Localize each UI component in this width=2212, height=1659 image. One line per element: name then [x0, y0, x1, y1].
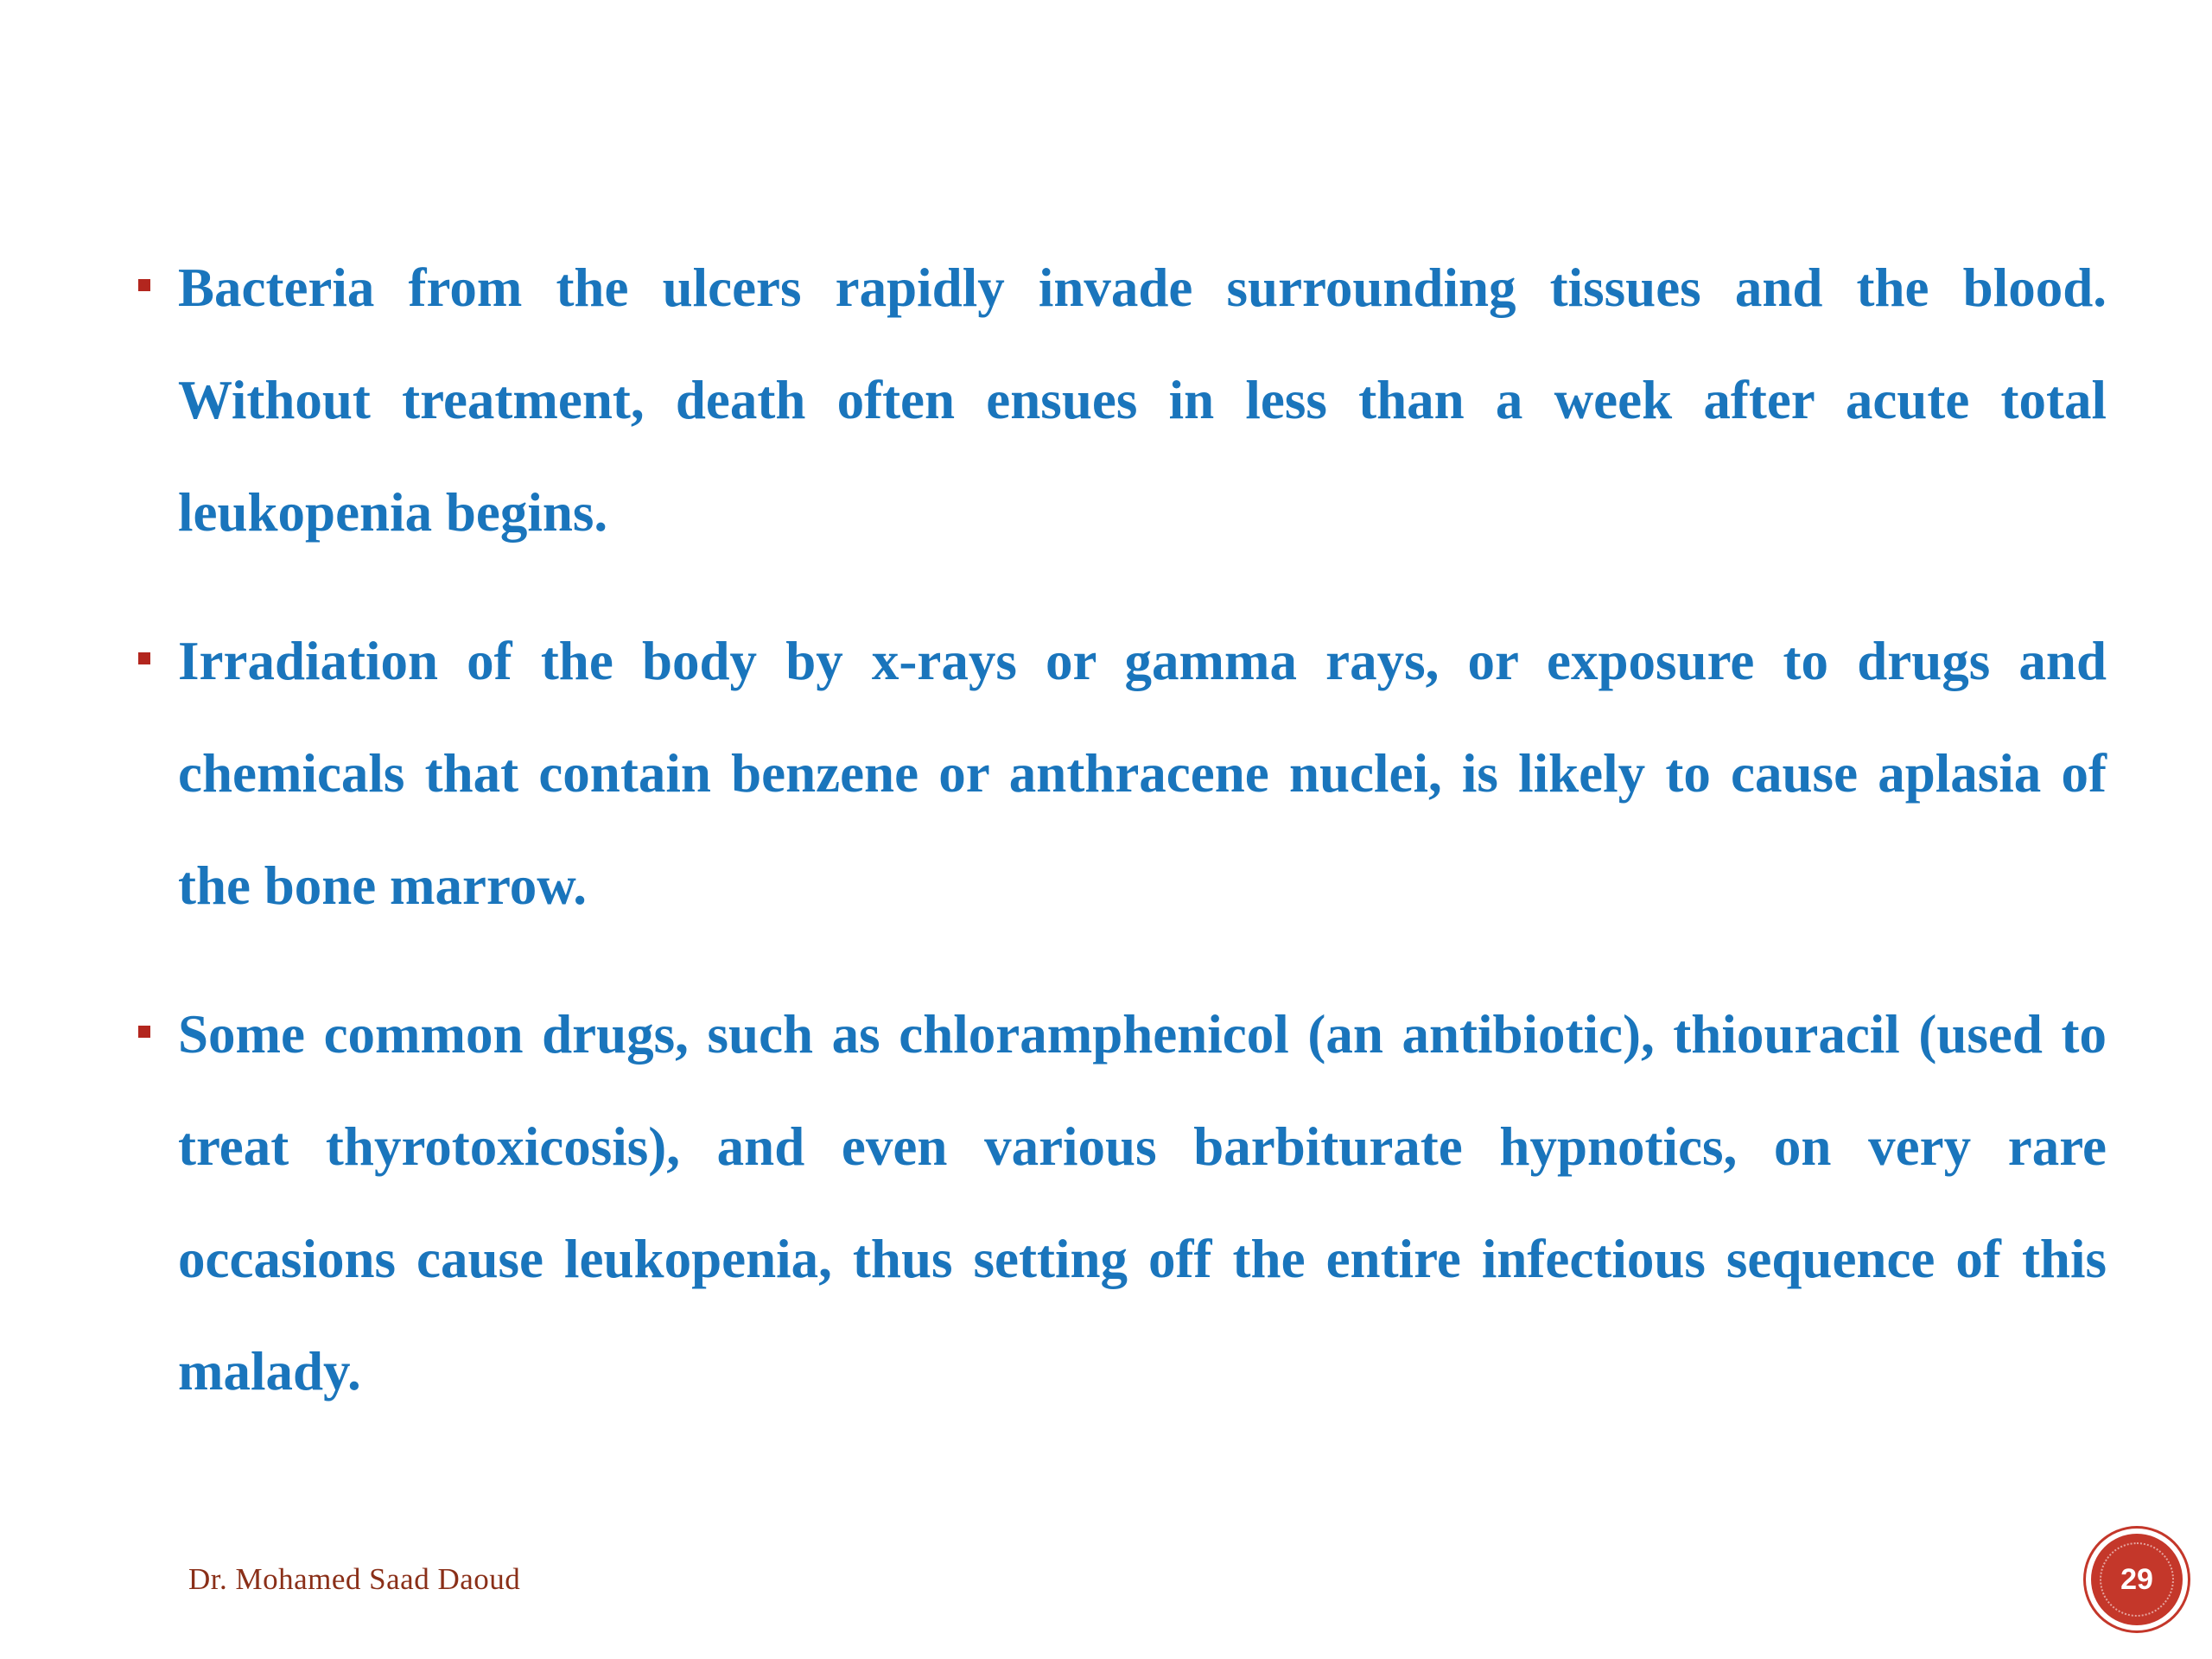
bullet-text: Irradiation of the body by x-rays or gamma rays, or exposure to drugs and chemicals that contain benzene or anthracene nuclei, is likely to cause aplasia of the bone marrow. [178, 631, 2107, 916]
bullet-text: Some common drugs, such as chloramphenicol (an antibiotic), thiouracil (used to treat thyrotoxicosis), and even various barbiturate hypnotics, on very rare occasions cause leukopenia, thus setting off the entire infectious sequence of this malady. [178, 1004, 2107, 1402]
square-bullet-icon [138, 1026, 150, 1038]
bullet-item [138, 978, 2107, 1427]
page-number: 29 [2120, 1562, 2153, 1596]
bullet-item [138, 232, 2107, 569]
square-bullet-icon [138, 652, 150, 664]
square-bullet-icon [138, 279, 150, 291]
bullet-list [138, 232, 2107, 1464]
page-number-badge [2091, 1534, 2183, 1625]
footer-author: Dr. Mohamed Saad Daoud [188, 1562, 521, 1596]
bullet-item [138, 605, 2107, 942]
bullet-text: Bacteria from the ulcers rapidly invade surrounding tissues and the blood. Without treatment, death often ensues in less than a week after acute total leukopenia begins. [178, 257, 2107, 543]
